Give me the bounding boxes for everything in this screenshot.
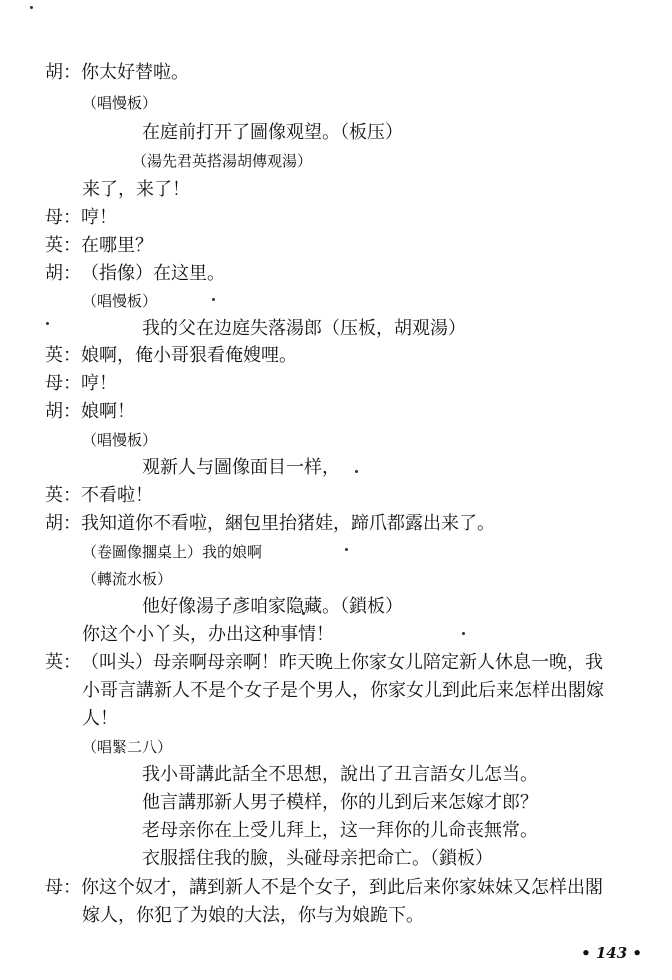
sung-line — [142, 459, 340, 477]
speaker-label: 胡： — [45, 513, 81, 534]
script-line — [45, 375, 117, 393]
script-line — [45, 487, 153, 505]
speaker-label: 母： — [45, 877, 81, 898]
script-line — [45, 347, 297, 365]
line-text: 老母亲你在上受儿拜上，这一拜你的儿命丧無常。 — [142, 820, 538, 841]
ink-speck — [46, 322, 49, 325]
line-text: 人！ — [82, 708, 118, 729]
line-text: 娘啊！ — [81, 401, 135, 422]
script-line-continued — [82, 682, 604, 700]
line-text: （叫头）母亲啊母亲啊！昨天晚上你家女儿陪定新人休息一晚，我 — [81, 652, 603, 673]
script-line — [45, 209, 117, 227]
line-text: 我小哥講此話全不思想，說出了丑言語女儿怎当。 — [142, 764, 538, 785]
script-line — [45, 879, 603, 897]
stage-direction — [82, 433, 157, 448]
line-text: 他好像湯子彥咱家隐藏。（鎖板） — [142, 596, 403, 617]
stage-direction — [82, 572, 172, 587]
line-text: （轉流水板） — [82, 570, 173, 588]
ink-speck — [212, 298, 215, 301]
script-line — [45, 265, 225, 283]
script-line — [45, 403, 135, 421]
line-text: 他言講那新人男子模样，你的儿到后来怎嫁才郎？ — [142, 792, 538, 813]
speaker-label: 英： — [45, 485, 81, 506]
line-text: 哼！ — [81, 373, 117, 394]
script-line — [45, 654, 603, 672]
ink-speck — [355, 470, 358, 473]
sung-line — [142, 124, 403, 142]
line-text: 不看啦！ — [81, 485, 153, 506]
script-line — [45, 237, 153, 255]
stage-direction — [82, 294, 157, 309]
line-text: 娘啊，俺小哥狠看俺嫂哩。 — [81, 345, 297, 366]
line-text: 你这个小丫头，办出这种事情！ — [82, 624, 334, 645]
stage-direction — [132, 154, 312, 169]
speaker-label: 母： — [45, 373, 81, 394]
line-text: 在哪里？ — [81, 235, 153, 256]
line-text: 在庭前打开了圖像观望。（板压） — [142, 122, 403, 143]
line-text: （湯先君英搭湯胡傳观湯） — [132, 152, 313, 170]
sung-line — [142, 850, 493, 868]
sung-line — [142, 320, 466, 338]
stage-direction — [82, 96, 157, 111]
script-line — [45, 64, 189, 82]
speaker-label: 胡： — [45, 62, 81, 83]
sung-line — [142, 766, 538, 784]
line-text: 我知道你不看啦，綑包里抬猪娃，蹄爪都露出来了。 — [81, 513, 495, 534]
speaker-label: 英： — [45, 652, 81, 673]
script-line — [45, 515, 495, 533]
script-line — [82, 626, 334, 644]
sung-line — [142, 598, 403, 616]
stage-direction — [82, 740, 172, 755]
ink-speck — [462, 632, 465, 635]
stage-direction — [82, 545, 262, 560]
speaker-label: 英： — [45, 345, 81, 366]
line-text: （指像）在这里。 — [81, 263, 225, 284]
line-text: 嫁人，你犯了为娘的大法，你与为娘跪下。 — [82, 905, 424, 926]
ink-speck — [345, 548, 348, 551]
line-text: 衣服揺住我的臉，头碰母亲把命亡。（鎖板） — [142, 848, 493, 869]
line-text: 你这个奴才，講到新人不是个女子，到此后来你家妹妹又怎样出閣 — [81, 877, 603, 898]
line-text: 哼！ — [81, 207, 117, 228]
line-text: （唱慢板） — [82, 94, 158, 112]
line-text: 我的父在边庭失落湯郎（压板，胡观湯） — [142, 318, 466, 339]
sung-line — [142, 822, 538, 840]
line-text: 小哥言講新人不是个女子是个男人，你家女儿到此后来怎样出閣嫁 — [82, 680, 604, 701]
page-number: • 143 • — [581, 944, 642, 962]
line-text: 来了，来了！ — [82, 179, 190, 200]
speaker-label: 胡： — [45, 401, 81, 422]
script-line — [82, 181, 190, 199]
script-line-continued — [82, 907, 424, 925]
speaker-label: 胡： — [45, 263, 81, 284]
ink-speck — [30, 6, 33, 9]
line-text: （卷圖像擱桌上）我的娘啊 — [82, 543, 263, 561]
line-text: （唱緊二八） — [82, 738, 173, 756]
line-text: 你太好替啦。 — [81, 62, 189, 83]
line-text: 观新人与圖像面目一样， — [142, 457, 340, 478]
speaker-label: 母： — [45, 207, 81, 228]
line-text: （唱慢板） — [82, 431, 158, 449]
line-text: （唱慢板） — [82, 292, 158, 310]
script-line-continued — [82, 710, 118, 728]
sung-line — [142, 794, 538, 812]
speaker-label: 英： — [45, 235, 81, 256]
